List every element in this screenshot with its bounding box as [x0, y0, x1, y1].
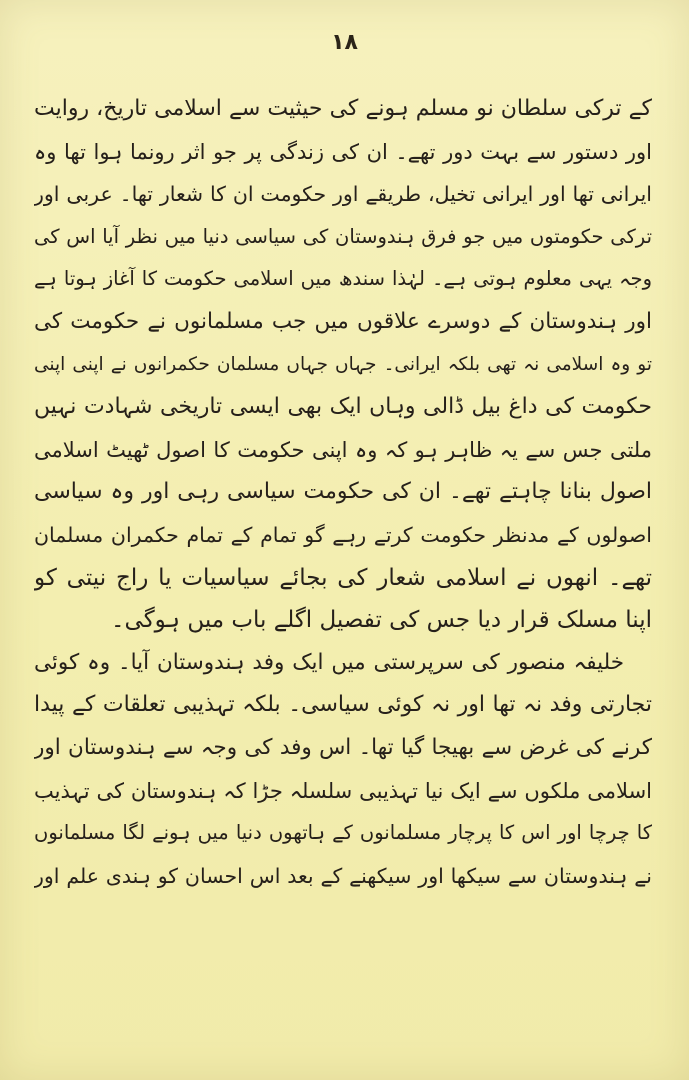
- text-line: تھے۔ انھوں نے اسلامی شعار کی بجائے سیاسیات یا راج نیتی کو: [34, 564, 652, 591]
- text-line: تو وہ اسلامی نہ تھی بلکہ ایرانی۔ جہاں جہاں مسلمان حکمرانوں نے اپنی اپنی: [34, 353, 652, 375]
- text-line: خلیفہ منصور کی سرپرستی میں ایک وفد ہندوستان آیا۔ وہ کوئی: [34, 649, 624, 675]
- text-line: اپنا مسلک قرار دیا جس کی تفصیل اگلے باب میں ہوگی۔: [111, 607, 652, 634]
- text-line: حکومت کی داغ بیل ڈالی وہاں ایک بھی ایسی تاریخی شہادت نہیں: [34, 394, 652, 420]
- text-line: اصولوں کے مدنظر حکومت کرتے رہے گو تمام کے تمام حکمران مسلمان: [34, 522, 652, 547]
- text-line: کے ترکی سلطان نو مسلم ہونے کی حیثیت سے اسلامی تاریخ، روایت: [34, 96, 652, 121]
- text-line: اصول بنانا چاہتے تھے۔ ان کی حکومت سیاسی رہی اور وہ سیاسی: [34, 479, 652, 505]
- text-line: وجہ یہی معلوم ہوتی ہے۔ لہٰذا سندھ میں اسلامی حکومت کا آغاز ہوتا ہے: [34, 267, 652, 291]
- text-line: ایرانی تھا اور ایرانی تخیل، طریقے اور حکومت ان کا شعار تھا۔ عربی اور: [34, 182, 652, 207]
- text-line: کرنے کی غرض سے بھیجا گیا تھا۔ اس وفد کی وجہ سے ہندوستان اور: [34, 734, 652, 760]
- text-line: ملتی جس سے یہ ظاہر ہو کہ وہ اپنی حکومت کا اصول ٹھیٹ اسلامی: [34, 437, 652, 462]
- text-line: تجارتی وفد نہ تھا اور نہ کوئی سیاسی۔ بلکہ تہذیبی تعلقات کے پیدا: [34, 692, 652, 718]
- text-line: نے ہندوستان سے سیکھا اور سیکھنے کے بعد اس احسان کو ہندی علم اور: [34, 863, 652, 888]
- text-line: ترکی حکومتوں میں جو فرق ہندوستان کی سیاسی دنیا میں نظر آیا اس کی: [34, 224, 652, 248]
- page-number: ۱۸: [331, 30, 358, 55]
- text-line: اور دستور سے بہت دور تھے۔ ان کی زندگی پر جو اثر رونما ہوا تھا وہ: [34, 139, 652, 164]
- text-line: اور ہندوستان کے دوسرے علاقوں میں جب مسلمانوں نے حکومت کی: [34, 308, 652, 334]
- body-text: [34, 88, 652, 897]
- text-line: اسلامی ملکوں سے ایک نیا تہذیبی سلسلہ جڑا کہ ہندوستان کی تہذیب: [34, 778, 652, 803]
- text-line: کا چرچا اور اس کا پرچار مسلمانوں کے ہاتھوں دنیا میں ہونے لگا مسلمانوں: [34, 821, 652, 845]
